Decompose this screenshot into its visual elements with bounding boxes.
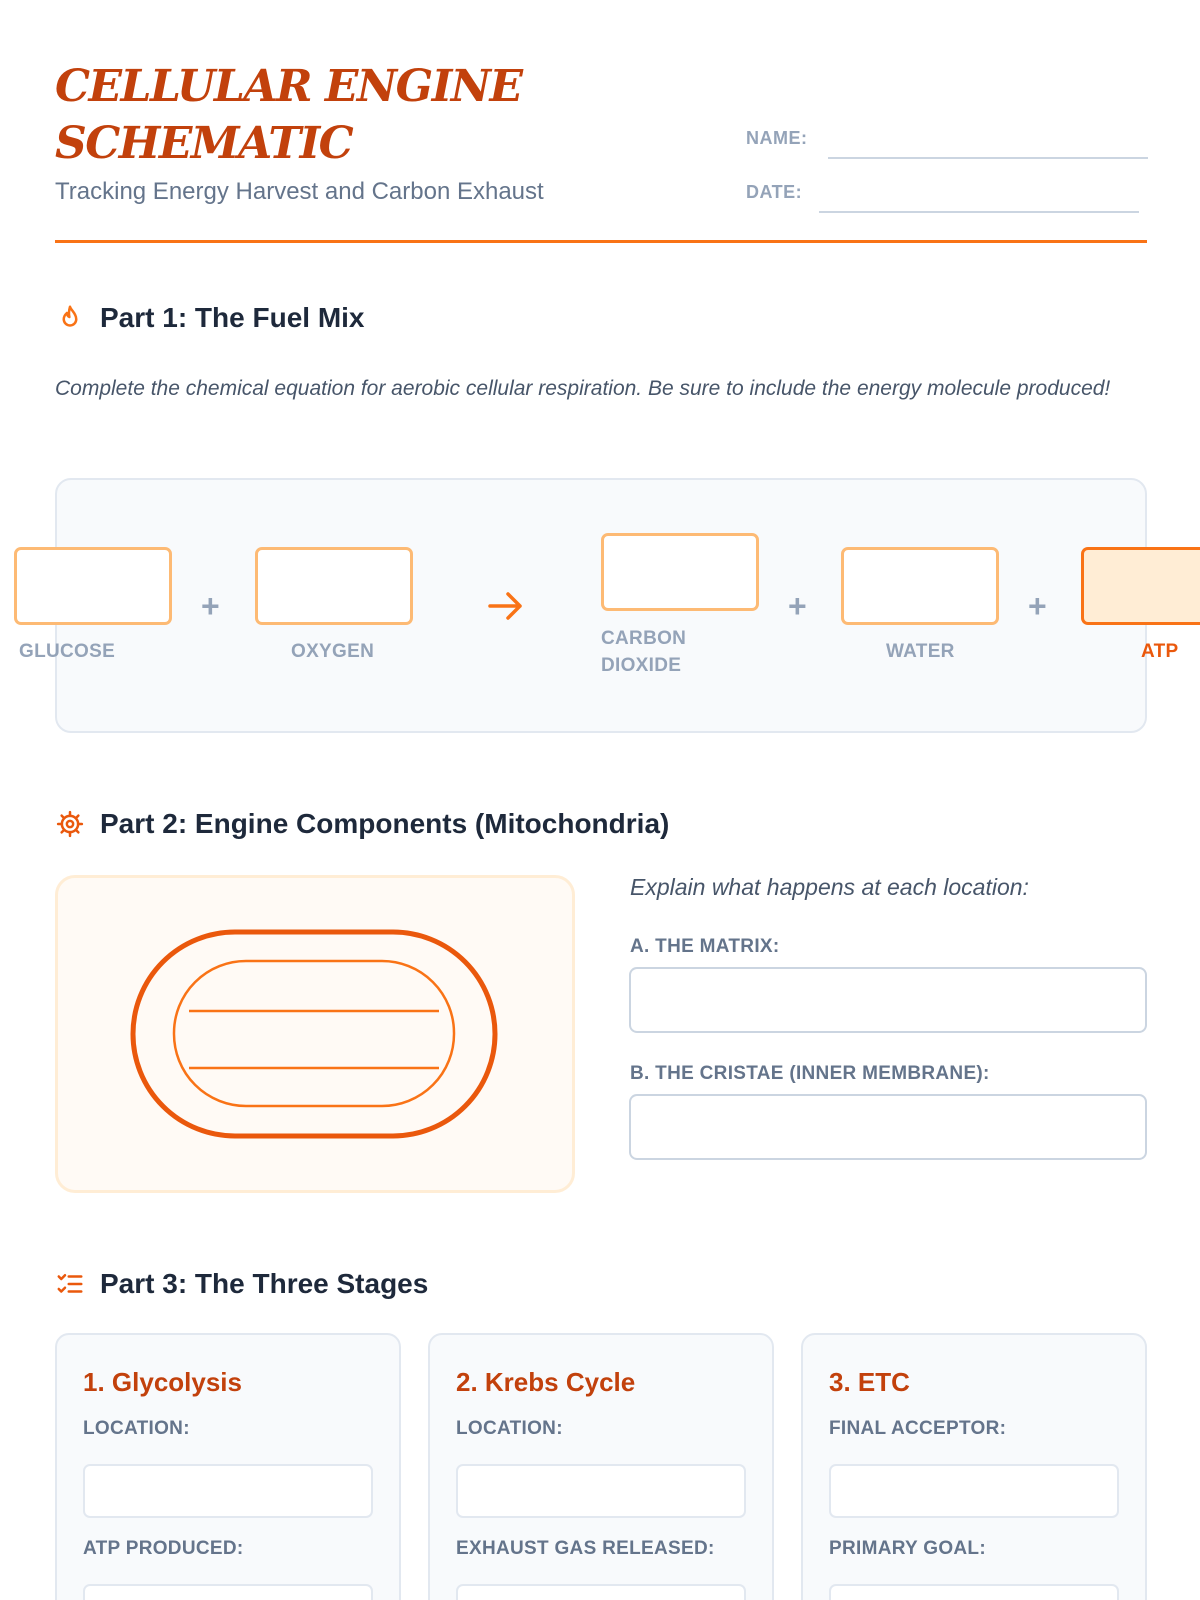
plus-operator: + — [201, 588, 220, 624]
matrix-label: A. THE MATRIX: — [630, 936, 780, 957]
cristae-label: B. THE CRISTAE (INNER MEMBRANE): — [630, 1063, 990, 1084]
stage-answer-field[interactable] — [83, 1464, 373, 1518]
stage-answer-field[interactable] — [456, 1584, 746, 1600]
part2-heading — [55, 808, 669, 840]
flame-icon — [55, 303, 85, 333]
checklist-icon — [55, 1269, 85, 1299]
stage-title: 2. Krebs Cycle — [456, 1367, 636, 1397]
title-line-2: SCHEMATIC — [55, 118, 353, 169]
matrix-answer-field[interactable] — [629, 967, 1147, 1033]
cristae-answer-field[interactable] — [629, 1094, 1147, 1160]
stage-card-krebs — [428, 1333, 774, 1600]
mitochondria-diagram — [58, 878, 572, 1190]
glucose-label: GLUCOSE — [19, 641, 116, 662]
stage-field-label: ATP PRODUCED: — [83, 1538, 244, 1559]
part1-title: Part 1: The Fuel Mix — [100, 302, 365, 333]
header-divider — [55, 240, 1147, 243]
carbon-dioxide-answer-box[interactable] — [601, 533, 759, 611]
carbon-dioxide-label-line1: CARBON — [601, 628, 687, 649]
stage-field-label: EXHAUST GAS RELEASED: — [456, 1538, 715, 1559]
mitochondria-diagram-panel — [55, 875, 575, 1193]
part1-instructions: Complete the chemical equation for aerobic cellular respiration. Be sure to include the energy molecule produced! — [55, 377, 1111, 400]
worksheet-subtitle: Tracking Energy Harvest and Carbon Exhaust — [55, 178, 544, 205]
part1-heading — [55, 302, 365, 334]
carbon-dioxide-label-line2: DIOXIDE — [601, 655, 682, 676]
gear-icon — [55, 809, 85, 839]
name-label: NAME: — [746, 128, 808, 148]
carbon-dioxide-label — [601, 625, 686, 679]
oxygen-label: OXYGEN — [291, 641, 375, 662]
stage-title: 3. ETC — [829, 1367, 910, 1397]
stage-card-glycolysis — [55, 1333, 401, 1600]
stage-field-label: LOCATION: — [83, 1418, 190, 1439]
inner-membrane — [174, 961, 454, 1106]
part2-title: Part 2: Engine Components (Mitochondria) — [100, 808, 670, 839]
stage-field-label: LOCATION: — [456, 1418, 563, 1439]
date-label: DATE: — [746, 182, 803, 202]
stage-answer-field[interactable] — [829, 1464, 1119, 1518]
plus-operator: + — [1028, 588, 1047, 624]
yields-arrow-icon — [486, 588, 526, 624]
part3-title: Part 3: The Three Stages — [100, 1268, 429, 1299]
glucose-answer-box[interactable] — [14, 547, 172, 625]
plus-operator: + — [788, 588, 807, 624]
water-label: WATER — [886, 641, 955, 662]
oxygen-answer-box[interactable] — [255, 547, 413, 625]
stage-title: 1. Glycolysis — [83, 1367, 242, 1397]
stage-field-label: FINAL ACCEPTOR: — [829, 1418, 1007, 1439]
part3-heading — [55, 1268, 428, 1300]
atp-label: ATP — [1141, 641, 1179, 662]
date-field[interactable] — [819, 211, 1139, 213]
stage-answer-field[interactable] — [456, 1464, 746, 1518]
stage-card-etc — [801, 1333, 1147, 1600]
atp-answer-box[interactable] — [1081, 547, 1200, 625]
water-answer-box[interactable] — [841, 547, 999, 625]
worksheet-title — [55, 58, 522, 172]
part2-explain-prompt: Explain what happens at each location: — [630, 874, 1029, 900]
stage-answer-field[interactable] — [83, 1584, 373, 1600]
stage-field-label: PRIMARY GOAL: — [829, 1538, 986, 1559]
name-field[interactable] — [828, 157, 1148, 159]
stage-answer-field[interactable] — [829, 1584, 1119, 1600]
title-line-1: CELLULAR ENGINE — [55, 61, 522, 112]
